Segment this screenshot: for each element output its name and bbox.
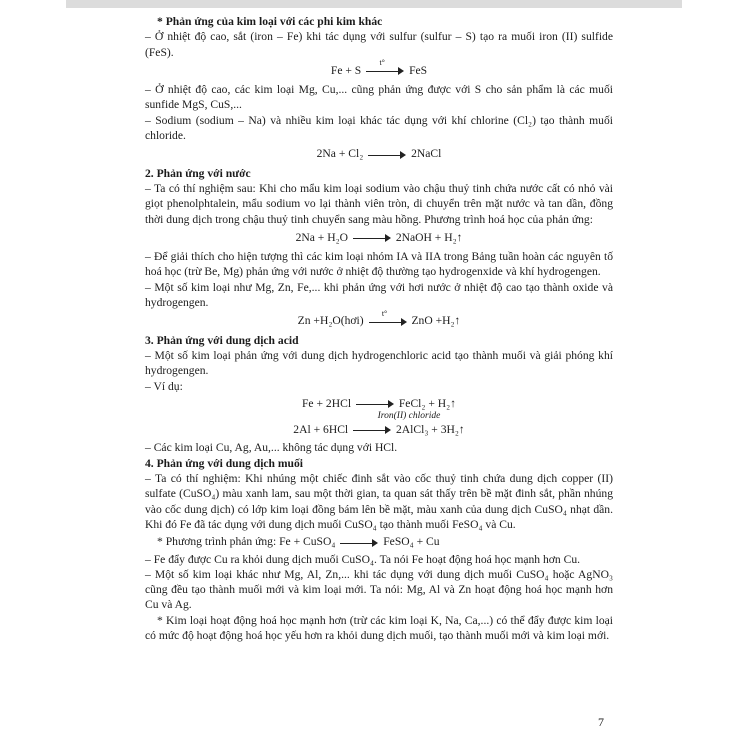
equation-fe-s [145,58,613,78]
reaction-arrow-icon [356,399,394,409]
document-page [145,14,613,643]
equation-fe-hcl [145,396,613,411]
section-heading-nonmetal: * Phản ứng của kim loại với các phi kim khác [157,15,383,28]
equation-fe-cuso4 [145,534,613,549]
paragraph: – Ở nhiệt độ cao, các kim loại Mg, Cu,... cũng phản ứng được với S cho sản phẩm là các muối sunfide MgS, CuS,... [145,83,613,112]
equation-right: FeCl₂ + H₂↑ [398,396,456,410]
reaction-condition: t° [381,308,388,318]
equation-right: FeS [409,63,428,77]
product-name-note: Iron(II) chloride [377,411,441,422]
paragraph: – Fe đẩy được Cu ra khỏi dung dịch muối CuSO₄. Ta nói Fe hoạt động hoá học mạnh hơn Cu. [145,552,581,566]
equation-left: Zn +H₂O(hơi) [297,314,364,328]
equation-left: Fe + S [330,63,362,77]
page-number: 7 [598,715,604,729]
equation-right: 2NaCl [411,147,442,161]
reaction-arrow-icon [353,233,391,243]
equation-right: 2NaOH + H₂↑ [395,230,463,244]
paragraph: – Một số kim loại như Mg, Zn, Fe,... khi phản ứng với hơi nước ở nhiệt độ cao tạo thành oxide và hydrogengen. [145,280,613,310]
reaction-arrow-icon [353,425,391,435]
reaction-arrow-icon [340,538,378,548]
equation-left: Fe + 2HCl [301,396,352,410]
paragraph: – Ví dụ: [145,379,183,393]
equation-left: 2Na + Cl₂ [316,147,364,161]
paragraph: – Ta có thí nghiệm: Khi nhúng một chiếc đinh sắt vào cốc thuỷ tinh chứa dung dịch copper (II) sulfate (CuSO₄) màu xanh lam, sau một thời gian, ta quan sát thấy trên bề mặt đinh sắt, phần nhúng vào cốc dung dịch) có lớp kim loại đồng bám lên bề mặt, màu xanh của dung dịch CuSO₄ nhạt dần. Khi đó Fe đã tác dụng với dung dịch muối CuSO₄ tạo thành muối FeSO₄ và Cu. [145,472,613,531]
paragraph: – Ở nhiệt độ cao, sắt (iron – Fe) khi tác dụng với sulfur (sulfur – S) tạo ra muối iron (II) sulfide (FeS). [145,30,613,59]
equation-left: 2Na + H₂O [295,230,349,244]
reaction-arrow-icon [366,58,404,76]
section-heading-water: 2. Phản ứng với nước [145,166,251,180]
equation-left: * Phương trình phản ứng: Fe + CuSO₄ [157,535,336,549]
paragraph: – Ta có thí nghiệm sau: Khi cho mẩu kim loại sodium vào chậu thuỷ tinh chứa nước cất có nhỏ vài giọt phenolphtalein, mẩu sodium vo lại thành viên tròn, di chuyển trên mặt nước và tan dần, đồng thời dung dịch trong chậu thuỷ tinh chuyển sang màu hồng. Phương trình hoá học của phản ứng: [145,181,613,226]
paragraph: – Các kim loại Cu, Ag, Au,... không tác dụng với HCl. [145,441,398,455]
equation-right: 2AlCl₃ + 3H₂↑ [395,423,465,437]
equation-zn-h2o [145,308,613,328]
equation-na-cl2 [145,146,613,161]
paragraph: – Để giải thích cho hiện tượng thì các kim loại nhóm IA và IIA trong Bảng tuần hoàn các nguyên tố hoá học (trừ Be, Mg) phản ứng với nước ở nhiệt độ thường tạo hydrogenxide và khí hydrogengen. [145,250,613,279]
equation-left: 2Al + 6HCl [293,423,349,437]
top-scroll-bar [66,0,682,8]
reaction-arrow-icon [368,150,406,160]
equation-al-hcl [145,422,613,437]
paragraph: – Một số kim loại phản ứng với dung dịch hydrogenchloric acid tạo thành muối và giải phóng khí hydrogengen. [145,348,613,378]
paragraph: – Một số kim loại khác như Mg, Al, Zn,... khi tác dụng với dung dịch muối CuSO₄ hoặc AgNO₃ cũng đều tạo thành muối mới và kim loại mới. Ta nói: Mg, Al và Zn hoạt động hoá học mạnh hơn Cu và Ag. [145,567,613,612]
equation-na-h2o [145,230,613,245]
reaction-arrow-icon [369,308,407,327]
paragraph: * Kim loại hoạt động hoá học mạnh hơn (trừ các kim loại K, Na, Ca,...) có thể đẩy được kim loại có mức độ hoạt động hoá học yếu hơn ra khỏi dung dịch muối, tạo thành muối mới và kim loại mới. [145,613,613,642]
section-heading-acid: 3. Phản ứng với dung dịch acid [145,333,299,347]
equation-right: ZnO +H₂↑ [411,314,461,328]
section-heading-salt: 4. Phản ứng với dung dịch muối [145,456,304,470]
equation-right: FeSO₄ + Cu [383,535,440,549]
reaction-condition: t° [379,58,385,68]
paragraph: – Sodium (sodium – Na) và nhiều kim loại khác tác dụng với khí chlorine (Cl₂) tạo thành muối chloride. [145,113,613,143]
